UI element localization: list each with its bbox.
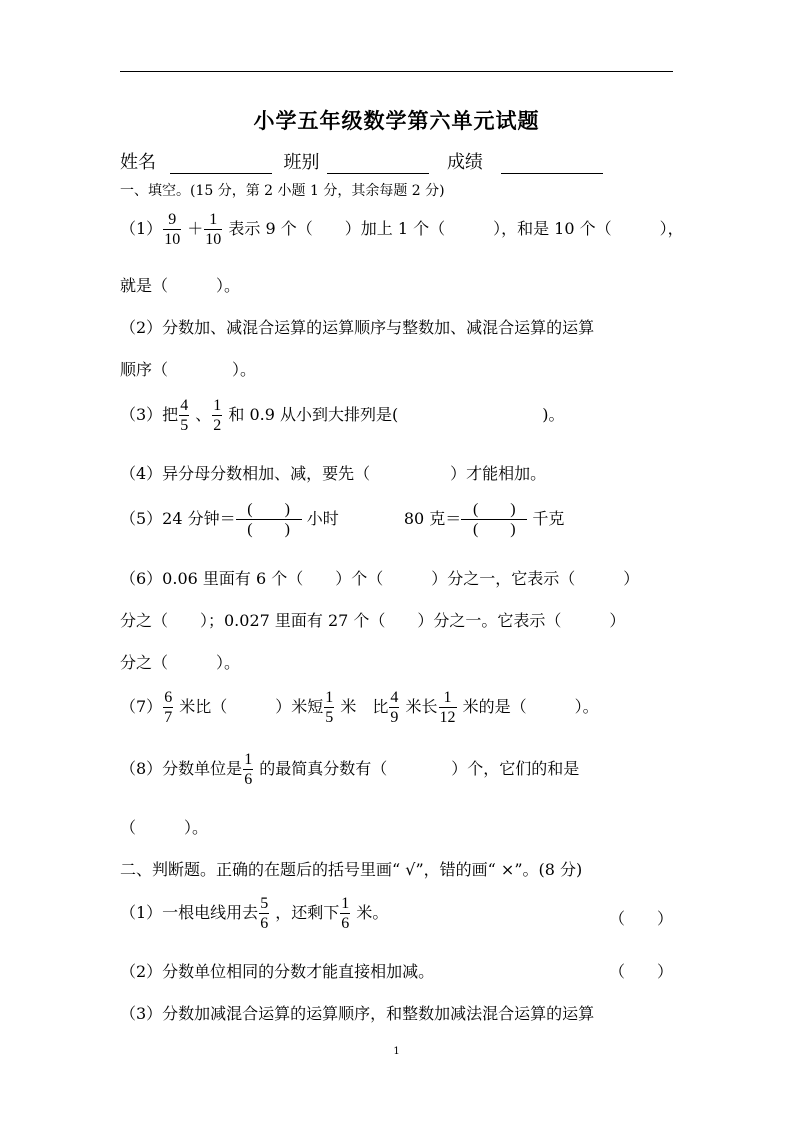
question-2-line2: 顺序（ ）。	[120, 360, 257, 379]
numerator: 4	[390, 689, 399, 706]
page-title: 小学五年级数学第六单元试题	[253, 108, 540, 133]
question-1-line2: 就是（ ）。	[120, 276, 241, 295]
class-label: 班别	[283, 152, 320, 173]
numerator: 1	[443, 689, 452, 706]
class-field[interactable]	[327, 155, 429, 174]
question-8	[120, 750, 579, 789]
q7-text1: 米比（ ）米短	[179, 697, 324, 716]
fraction	[340, 894, 350, 933]
jq1-prefix: （1）一根电线用去	[120, 903, 259, 922]
numerator: 5	[260, 895, 269, 912]
fraction	[324, 688, 334, 727]
student-info-row	[120, 148, 603, 174]
denominator: 5	[180, 417, 189, 434]
name-field[interactable]	[170, 155, 272, 174]
numerator: 1	[325, 689, 334, 706]
judge-question-2: （2）分数单位相同的分数才能直接相加减。	[120, 962, 435, 981]
judge-question-1	[120, 894, 388, 933]
denominator: 9	[390, 709, 399, 726]
denominator: 7	[164, 709, 173, 726]
answer-fraction-box[interactable]	[461, 500, 527, 539]
q7-text4: 米的是（ ）。	[462, 697, 599, 716]
judge-answer-bracket-1[interactable]: （ ）	[609, 909, 674, 928]
top-rule	[120, 71, 673, 72]
judge-question-3: （3）分数加减混合运算的运算顺序，和整数加减法混合运算的运算	[120, 1004, 595, 1023]
question-5	[120, 500, 564, 539]
question-7	[120, 688, 599, 727]
question-3	[120, 396, 565, 435]
question-8-line2: （ ）。	[120, 818, 209, 837]
denominator: 10	[205, 231, 222, 248]
answer-denominator: ( )	[247, 521, 290, 538]
fraction	[439, 688, 457, 727]
denominator: 2	[213, 417, 222, 434]
denominator: 6	[260, 915, 269, 932]
answer-numerator: ( )	[461, 500, 527, 520]
answer-fraction-box[interactable]	[236, 500, 302, 539]
denominator: 12	[439, 709, 456, 726]
numerator: 4	[180, 397, 189, 414]
denominator: 10	[164, 231, 181, 248]
question-6-line1: （6）0.06 里面有 6 个（ ）个（ ）分之一，它表示（ ）	[120, 569, 640, 588]
fraction	[163, 688, 173, 727]
score-label: 成绩	[446, 152, 483, 173]
numerator: 6	[164, 689, 173, 706]
q5-unit2: 千克	[532, 509, 565, 528]
answer-numerator: ( )	[236, 500, 302, 520]
question-1	[120, 210, 684, 249]
q1-text: 表示 9 个（ ）加上 1 个（ ），和是 10 个（ ），	[228, 219, 684, 238]
denominator: 5	[325, 709, 334, 726]
q1-prefix: （1）	[120, 219, 163, 238]
jq1-text2: 米。	[356, 903, 389, 922]
separator: 、	[195, 405, 212, 424]
q7-prefix: （7）	[120, 697, 163, 716]
jq1-text1: ，还剩下	[275, 903, 340, 922]
fraction	[389, 688, 399, 727]
q8-prefix: （8）分数单位是	[120, 759, 243, 778]
q3-prefix: （3）把	[120, 405, 179, 424]
q7-text2: 米 比	[340, 697, 389, 716]
question-4: （4）异分母分数相加、减，要先（ ）才能相加。	[120, 464, 547, 483]
judge-answer-bracket-2[interactable]: （ ）	[609, 962, 674, 981]
name-label: 姓名	[120, 152, 156, 173]
numerator: 9	[168, 211, 177, 228]
section1-heading: 一、填空。(15 分，第 2 小题 1 分，其余每题 2 分)	[120, 183, 445, 199]
q8-text: 的最简真分数有（ ）个，它们的和是	[259, 759, 580, 778]
q5-unit1: 小时	[306, 509, 339, 528]
score-field[interactable]	[501, 155, 603, 174]
question-6-line2: 分之（ ）；0.027 里面有 27 个（ ）分之一。它表示（ ）	[120, 611, 626, 630]
plus-sign: ＋	[187, 219, 204, 238]
q5-prefix: （5）24 分钟＝	[120, 509, 236, 528]
numerator: 1	[341, 895, 350, 912]
denominator: 6	[244, 771, 253, 788]
page-number: 1	[393, 1046, 400, 1057]
q7-text3: 米长	[405, 697, 438, 716]
section2-heading: 二、判断题。正确的在题后的括号里画“ √”，错的画“ ×”。(8 分)	[120, 860, 583, 879]
fraction	[204, 210, 222, 249]
answer-denominator: ( )	[472, 521, 516, 538]
q5-mid: 80 克＝	[403, 509, 462, 528]
numerator: 1	[213, 397, 222, 414]
fraction	[163, 210, 181, 249]
denominator: 6	[341, 915, 350, 932]
fraction	[243, 750, 253, 789]
numerator: 1	[209, 211, 218, 228]
numerator: 1	[244, 751, 253, 768]
question-6-line3: 分之（ ）。	[120, 653, 241, 672]
fraction	[212, 396, 222, 435]
question-2-line1: （2）分数加、减混合运算的运算顺序与整数加、减混合运算的运算	[120, 318, 595, 337]
fraction	[179, 396, 189, 435]
q3-text: 和 0.9 从小到大排列是( )。	[228, 405, 565, 424]
fraction	[259, 894, 269, 933]
